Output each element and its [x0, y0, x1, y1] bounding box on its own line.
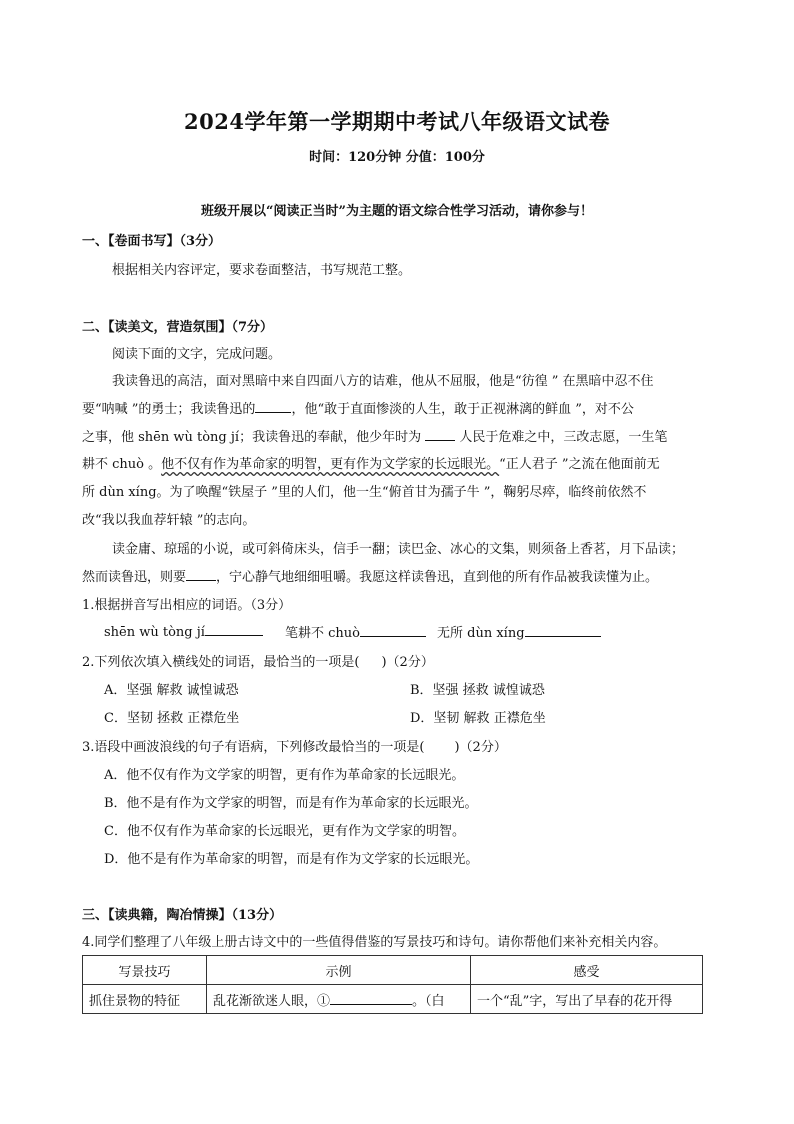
- pinyin-label: shēn wù tòng jí: [104, 625, 205, 640]
- section-1-body: 根据相关内容评定，要求卷面整洁，书写规范工整。: [112, 263, 412, 278]
- q3-option-c: C．他不仅有作为革命家的长远眼光，更有作为文学家的明智。: [104, 824, 465, 839]
- passage-line: [82, 398, 702, 417]
- blank-3[interactable]: [186, 567, 216, 581]
- q2-option-c: C．坚韧 拯救 正襟危坐: [104, 711, 240, 726]
- exam-time-score: 时间：120分钟 分值：100分: [309, 150, 485, 165]
- pinyin-label: 笔耕不 chuò: [285, 626, 360, 641]
- passage-text: 要“呐喊 ”的勇士；我读鲁迅的: [82, 402, 256, 417]
- question-text: 3.语段中画波浪线的句子有语病，下列修改最恰当的一项是(: [82, 740, 425, 755]
- cell-text: 乱花渐欲迷人眼，①: [213, 993, 331, 1009]
- table-cell: [207, 985, 471, 1014]
- passage-text: 耕不 chuò 。: [82, 457, 162, 472]
- q3-option-d: D．他不是有作为革命家的明智，而是有作为文学家的长远眼光。: [104, 852, 479, 867]
- q3-option-b: B．他不是有作为文学家的明智，而是有作为革命家的长远眼光。: [104, 796, 478, 811]
- answer-blank[interactable]: [525, 623, 601, 637]
- question-text: 2.下列依次填入横线处的词语，最恰当的一项是(: [82, 655, 360, 670]
- q1-item-a: [104, 622, 263, 640]
- q1-item-b: [285, 622, 426, 641]
- question-1-stem: 1.根据拼音写出相应的词语。（3分）: [82, 598, 292, 613]
- section-1-heading: 一、【卷面书写】（3分）: [82, 234, 222, 249]
- passage-line: 所 dùn xíng。为了唤醒“铁屋子 ”里的人们，他一生“俯首甘为孺子牛 ”，鞠躬尽瘁，临终前依然不: [82, 485, 647, 500]
- table-cell: 一个“乱”字，写出了早春的花开得: [471, 985, 703, 1014]
- passage-line: 改“我以我血荐轩辕 ”的志向。: [82, 513, 256, 528]
- q2-option-d: D．坚韧 解救 正襟危坐: [410, 711, 546, 726]
- question-text: )（2分）: [454, 740, 507, 755]
- question-3-stem: [82, 736, 702, 755]
- exam-title: 2024学年第一学期期中考试八年级语文试卷: [184, 109, 610, 134]
- table-row: [83, 985, 703, 1014]
- writing-techniques-table: [82, 955, 703, 1014]
- question-2-stem: [82, 651, 702, 670]
- section-3-heading: 三、【读典籍，陶冶情操】（13分）: [82, 908, 283, 923]
- wavy-underlined-sentence: 他不仅有作为革命家的明智，更有作为文学家的长远眼光。: [161, 457, 500, 472]
- answer-blank[interactable]: [330, 991, 412, 1005]
- passage-line: [82, 566, 702, 585]
- table-header-cell: 示例: [207, 956, 471, 985]
- blank-1[interactable]: [255, 399, 291, 413]
- activity-intro: 班级开展以“阅读正当时”为主题的语文综合性学习活动，请你参与！: [201, 204, 593, 219]
- passage-text: 之事，他 shēn wù tòng jí；我读鲁迅的奉献，他少年时为: [82, 430, 426, 445]
- q1-item-c: [437, 622, 601, 641]
- passage-line: [82, 426, 702, 445]
- q2-option-a: A．坚强 解救 诚惶诚恐: [104, 683, 239, 698]
- passage-line: 我读鲁迅的高洁，面对黑暗中来自四面八方的诘难，他从不屈服，他是“彷徨 ” 在黑暗中忍不住: [112, 374, 654, 389]
- reading-lead: 阅读下面的文字，完成问题。: [112, 347, 282, 362]
- blank-2[interactable]: [425, 427, 455, 441]
- table-cell: 抓住景物的特征: [83, 985, 207, 1014]
- cell-text: 。（白: [412, 993, 445, 1009]
- passage-text: ，宁心静气地细细咀嚼。我愿这样读鲁迅，直到他的所有作品被我读懂为止。: [216, 570, 659, 585]
- table-header-cell: 写景技巧: [83, 956, 207, 985]
- passage-text: ，他“敢于直面惨淡的人生，敢于正视淋漓的鲜血 ”，对不公: [291, 402, 634, 417]
- q3-option-a: A．他不仅有作为文学家的明智，更有作为革命家的长远眼光。: [104, 768, 465, 783]
- passage-text: 人民于危难之中，三改志愿，一生笔: [455, 430, 668, 445]
- table-header-cell: 感受: [471, 956, 703, 985]
- question-text: )（2分）: [381, 655, 434, 670]
- q2-option-b: B．坚强 拯救 诚惶诚恐: [410, 683, 545, 698]
- section-2-heading: 二、【读美文，营造氛围】（7分）: [82, 320, 274, 335]
- table-header-row: [83, 956, 703, 985]
- answer-blank[interactable]: [360, 623, 426, 637]
- passage-text: “正人君子 ”之流在他面前无: [499, 457, 660, 472]
- pinyin-label: 无所 dùn xíng: [437, 626, 525, 641]
- passage-line: 读金庸、琼瑶的小说，或可斜倚床头，信手一翻；读巴金、冰心的文集，则须备上香茗，月下品读；: [112, 542, 685, 557]
- question-4-stem: 4.同学们整理了八年级上册古诗文中的一些值得借鉴的写景技巧和诗句。请你帮他们来补充相关内容。: [82, 935, 667, 950]
- answer-blank[interactable]: [205, 622, 263, 636]
- passage-text: 然而读鲁迅，则要: [82, 570, 187, 585]
- passage-line: [82, 453, 702, 472]
